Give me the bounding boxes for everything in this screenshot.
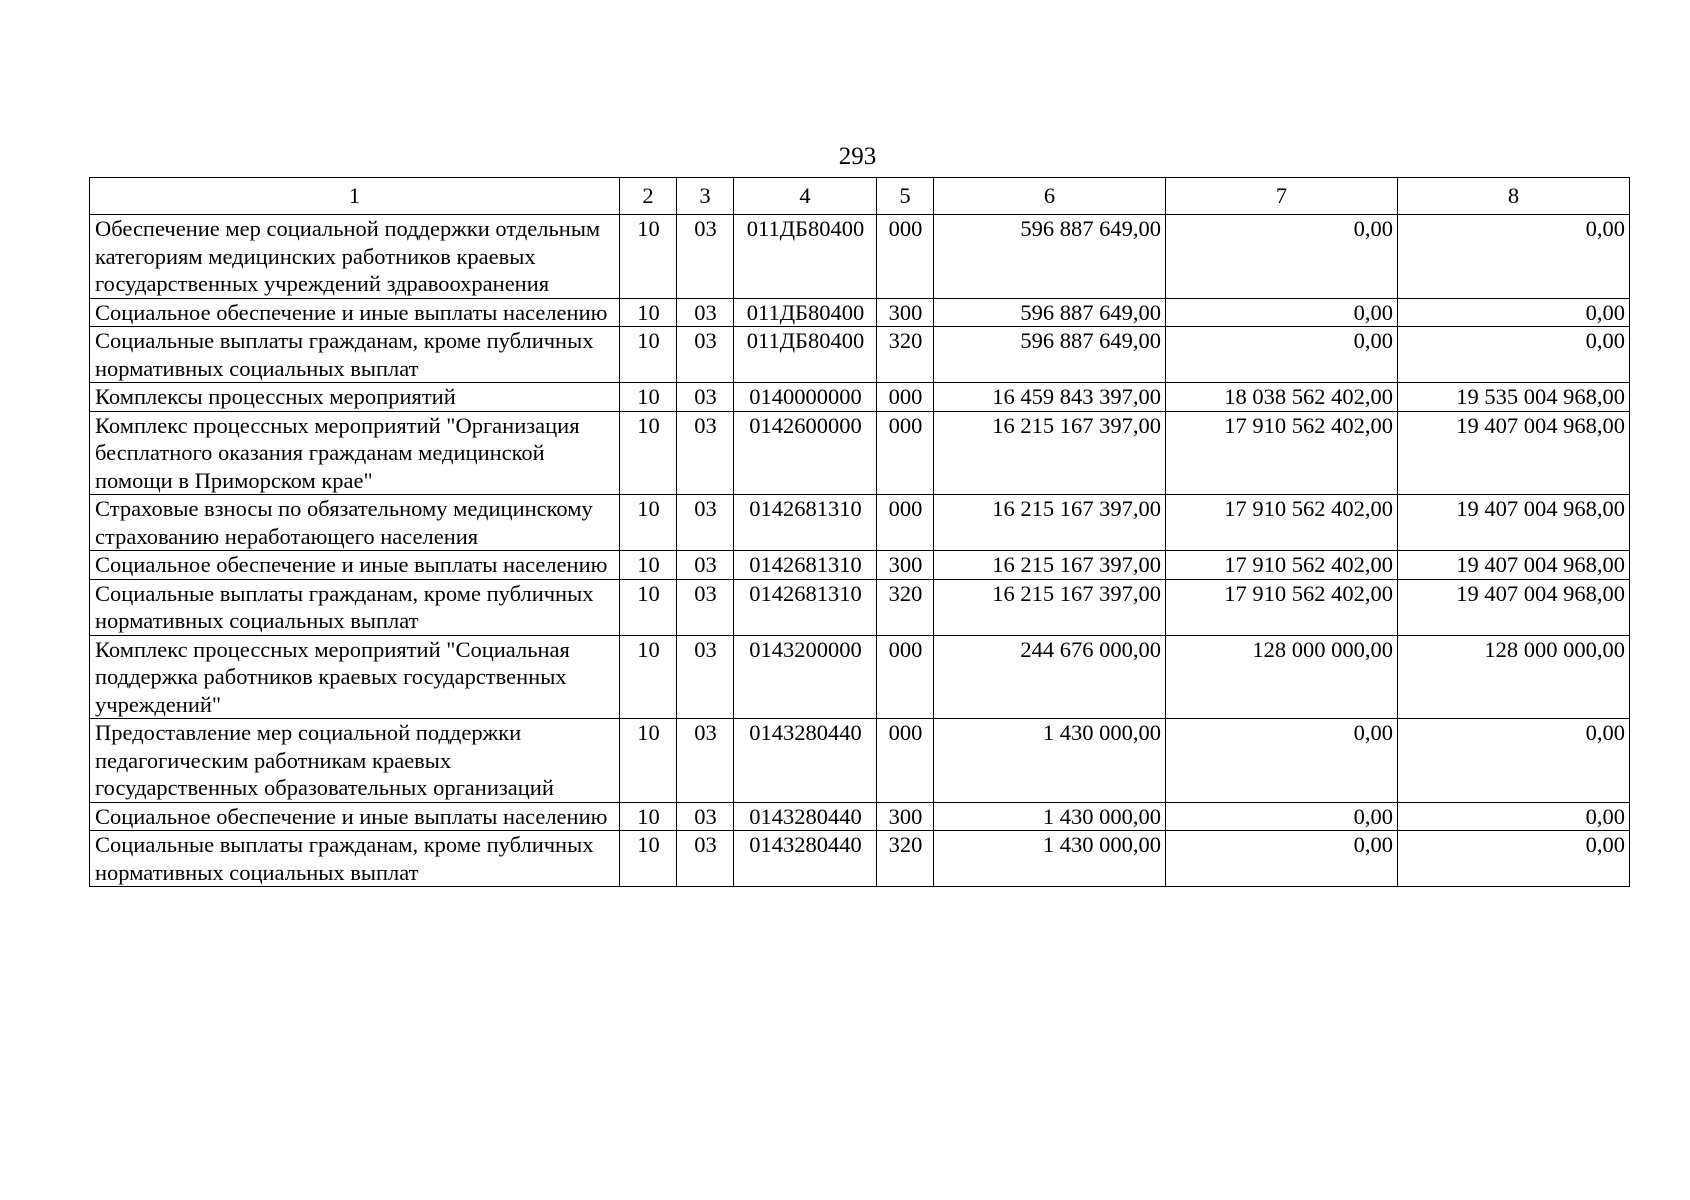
- target-article-code: 0143280440: [734, 802, 877, 831]
- row-name: Комплекс процессных мероприятий "Социальная поддержка работников краевых государственных учреждений": [90, 635, 620, 719]
- table-body: [90, 215, 1630, 887]
- subsection-code: 03: [677, 551, 734, 580]
- section-code: 10: [620, 719, 677, 803]
- row-name: Социальное обеспечение и иные выплаты населению: [90, 298, 620, 327]
- amount-col-7: 0,00: [1166, 298, 1398, 327]
- subsection-code: 03: [677, 298, 734, 327]
- section-code: 10: [620, 327, 677, 383]
- amount-col-7: 17 910 562 402,00: [1166, 495, 1398, 551]
- amount-col-6: 1 430 000,00: [934, 831, 1166, 887]
- amount-col-6: 16 215 167 397,00: [934, 579, 1166, 635]
- amount-col-8: 0,00: [1398, 802, 1630, 831]
- table-row: [90, 719, 1630, 803]
- expense-type-code: 300: [877, 298, 934, 327]
- expense-type-code: 000: [877, 495, 934, 551]
- amount-col-6: 1 430 000,00: [934, 719, 1166, 803]
- table-row: [90, 327, 1630, 383]
- amount-col-6: 596 887 649,00: [934, 215, 1166, 299]
- section-code: 10: [620, 215, 677, 299]
- expense-type-code: 000: [877, 411, 934, 495]
- section-code: 10: [620, 383, 677, 412]
- column-header: 4: [734, 178, 877, 215]
- column-header: 1: [90, 178, 620, 215]
- column-header: 6: [934, 178, 1166, 215]
- amount-col-8: 19 535 004 968,00: [1398, 383, 1630, 412]
- row-name: Комплексы процессных мероприятий: [90, 383, 620, 412]
- amount-col-7: 0,00: [1166, 831, 1398, 887]
- amount-col-8: 0,00: [1398, 215, 1630, 299]
- amount-col-6: 16 459 843 397,00: [934, 383, 1166, 412]
- amount-col-8: 19 407 004 968,00: [1398, 495, 1630, 551]
- amount-col-7: 17 910 562 402,00: [1166, 551, 1398, 580]
- amount-col-8: 19 407 004 968,00: [1398, 551, 1630, 580]
- amount-col-6: 596 887 649,00: [934, 327, 1166, 383]
- subsection-code: 03: [677, 579, 734, 635]
- target-article-code: 0142681310: [734, 495, 877, 551]
- amount-col-7: 0,00: [1166, 327, 1398, 383]
- column-header: 8: [1398, 178, 1630, 215]
- expense-type-code: 300: [877, 551, 934, 580]
- amount-col-7: 0,00: [1166, 719, 1398, 803]
- amount-col-7: 17 910 562 402,00: [1166, 579, 1398, 635]
- amount-col-7: 18 038 562 402,00: [1166, 383, 1398, 412]
- amount-col-6: 16 215 167 397,00: [934, 495, 1166, 551]
- expense-type-code: 320: [877, 579, 934, 635]
- section-code: 10: [620, 802, 677, 831]
- expense-type-code: 000: [877, 635, 934, 719]
- amount-col-8: 0,00: [1398, 327, 1630, 383]
- target-article-code: 0142681310: [734, 579, 877, 635]
- row-name: Социальное обеспечение и иные выплаты населению: [90, 551, 620, 580]
- subsection-code: 03: [677, 411, 734, 495]
- expense-type-code: 320: [877, 831, 934, 887]
- section-code: 10: [620, 635, 677, 719]
- subsection-code: 03: [677, 495, 734, 551]
- row-name: Обеспечение мер социальной поддержки отдельным категориям медицинских работников краевых государственных учреждений здравоохранения: [90, 215, 620, 299]
- target-article-code: 0142681310: [734, 551, 877, 580]
- subsection-code: 03: [677, 327, 734, 383]
- section-code: 10: [620, 579, 677, 635]
- amount-col-8: 19 407 004 968,00: [1398, 411, 1630, 495]
- subsection-code: 03: [677, 802, 734, 831]
- target-article-code: 0142600000: [734, 411, 877, 495]
- table-row: [90, 215, 1630, 299]
- subsection-code: 03: [677, 719, 734, 803]
- expense-type-code: 000: [877, 215, 934, 299]
- amount-col-8: 19 407 004 968,00: [1398, 579, 1630, 635]
- column-header: 2: [620, 178, 677, 215]
- table-row: [90, 495, 1630, 551]
- amount-col-6: 1 430 000,00: [934, 802, 1166, 831]
- section-code: 10: [620, 298, 677, 327]
- target-article-code: 011ДБ80400: [734, 215, 877, 299]
- row-name: Страховые взносы по обязательному медицинскому страхованию неработающего населения: [90, 495, 620, 551]
- amount-col-6: 16 215 167 397,00: [934, 551, 1166, 580]
- amount-col-6: 244 676 000,00: [934, 635, 1166, 719]
- target-article-code: 011ДБ80400: [734, 327, 877, 383]
- subsection-code: 03: [677, 215, 734, 299]
- table-row: [90, 579, 1630, 635]
- table-row: [90, 298, 1630, 327]
- table-row: [90, 383, 1630, 412]
- expense-type-code: 300: [877, 802, 934, 831]
- row-name: Комплекс процессных мероприятий "Организация бесплатного оказания гражданам медицинской помощи в Приморском крае": [90, 411, 620, 495]
- amount-col-6: 596 887 649,00: [934, 298, 1166, 327]
- row-name: Социальное обеспечение и иные выплаты населению: [90, 802, 620, 831]
- budget-table: [89, 177, 1630, 887]
- amount-col-6: 16 215 167 397,00: [934, 411, 1166, 495]
- column-header: 3: [677, 178, 734, 215]
- amount-col-7: 128 000 000,00: [1166, 635, 1398, 719]
- subsection-code: 03: [677, 383, 734, 412]
- row-name: Социальные выплаты гражданам, кроме публичных нормативных социальных выплат: [90, 579, 620, 635]
- table-row: [90, 551, 1630, 580]
- table-row: [90, 802, 1630, 831]
- header-row: [90, 178, 1630, 215]
- row-name: Предоставление мер социальной поддержки педагогическим работникам краевых государственных образовательных организаций: [90, 719, 620, 803]
- table-row: [90, 411, 1630, 495]
- column-header: 7: [1166, 178, 1398, 215]
- target-article-code: 011ДБ80400: [734, 298, 877, 327]
- column-header: 5: [877, 178, 934, 215]
- amount-col-8: 0,00: [1398, 719, 1630, 803]
- section-code: 10: [620, 411, 677, 495]
- page-number: 293: [838, 143, 877, 170]
- amount-col-8: 0,00: [1398, 298, 1630, 327]
- expense-type-code: 000: [877, 383, 934, 412]
- section-code: 10: [620, 551, 677, 580]
- target-article-code: 0143280440: [734, 831, 877, 887]
- section-code: 10: [620, 831, 677, 887]
- amount-col-7: 0,00: [1166, 802, 1398, 831]
- expense-type-code: 000: [877, 719, 934, 803]
- row-name: Социальные выплаты гражданам, кроме публичных нормативных социальных выплат: [90, 327, 620, 383]
- section-code: 10: [620, 495, 677, 551]
- amount-col-8: 0,00: [1398, 831, 1630, 887]
- subsection-code: 03: [677, 635, 734, 719]
- table-row: [90, 831, 1630, 887]
- target-article-code: 0140000000: [734, 383, 877, 412]
- amount-col-7: 0,00: [1166, 215, 1398, 299]
- row-name: Социальные выплаты гражданам, кроме публичных нормативных социальных выплат: [90, 831, 620, 887]
- target-article-code: 0143280440: [734, 719, 877, 803]
- amount-col-7: 17 910 562 402,00: [1166, 411, 1398, 495]
- target-article-code: 0143200000: [734, 635, 877, 719]
- expense-type-code: 320: [877, 327, 934, 383]
- amount-col-8: 128 000 000,00: [1398, 635, 1630, 719]
- table-row: [90, 635, 1630, 719]
- subsection-code: 03: [677, 831, 734, 887]
